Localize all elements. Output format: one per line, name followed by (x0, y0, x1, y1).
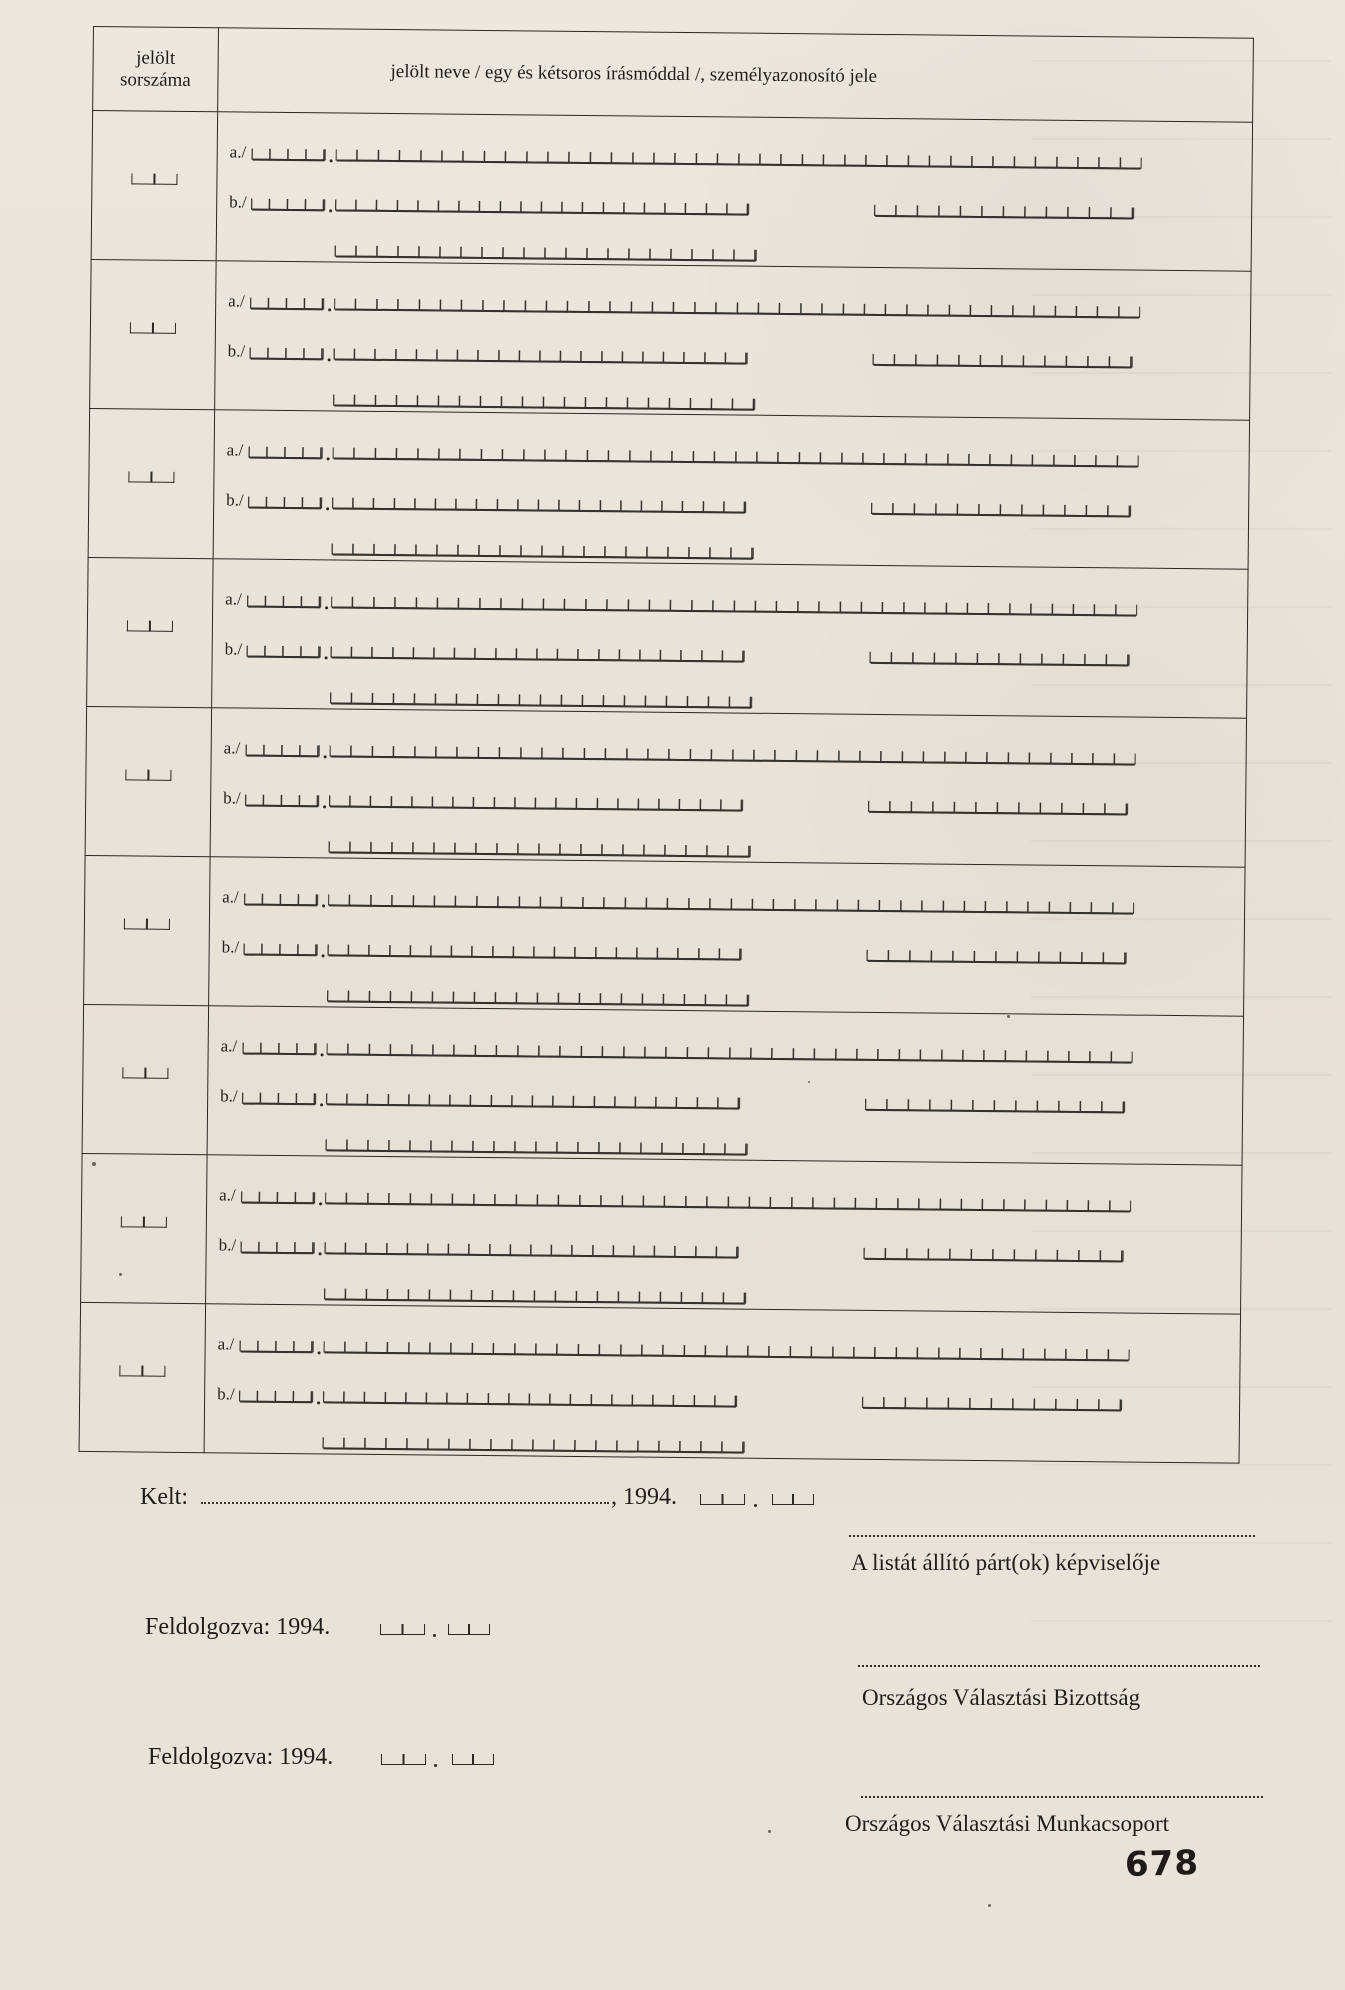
national-election-working-group-signature-line[interactable] (861, 1796, 1263, 1798)
feldolgozva-first-label: Feldolgozva: 1994. (145, 1614, 331, 1640)
party-representative-signature-line[interactable] (849, 1535, 1255, 1537)
line-a-label: a./ (217, 1334, 235, 1354)
line-b-label: b./ (223, 788, 241, 808)
line-a-label: a./ (225, 589, 242, 609)
paper-speck (768, 1830, 771, 1833)
line-a-label: a./ (219, 1185, 236, 1205)
kelt-year-text: , 1994. (611, 1484, 677, 1510)
national-election-committee-caption: Országos Választási Bizottság (862, 1685, 1141, 1710)
paper-speck (119, 1273, 122, 1276)
feldolgozva-first-day-boxes[interactable] (448, 1624, 490, 1635)
line-a-label: a./ (222, 887, 239, 907)
line-a-label: a./ (226, 440, 244, 460)
line-b-label: b./ (226, 490, 244, 510)
feldolgozva-second-month-boxes[interactable] (381, 1754, 426, 1765)
feldolgozva-first-separator-dot (433, 1634, 436, 1637)
line-b-label: b./ (229, 192, 247, 212)
name-column-header: jelölt neve / egy és kétsoros írásmóddal /, személyazonosító jele (218, 28, 1254, 122)
paper-speck (92, 1162, 96, 1166)
paper-speck (808, 1081, 810, 1083)
number-column-header-line-1: jelölt (136, 46, 176, 69)
line-b-label: b./ (217, 1384, 235, 1404)
number-column-header-line-2: sorszáma (119, 68, 191, 91)
kelt-label: Kelt: (140, 1484, 188, 1510)
feldolgozva-first-month-boxes[interactable] (380, 1624, 425, 1635)
line-b-label: b./ (220, 1086, 238, 1106)
feldolgozva-second-day-boxes[interactable] (452, 1754, 494, 1765)
party-representative-caption: A listát állító párt(ok) képviselője (851, 1550, 1161, 1575)
national-election-working-group-caption: Országos Választási Munkacsoport (845, 1811, 1170, 1836)
kelt-month-boxes[interactable] (700, 1494, 745, 1505)
feldolgozva-second-separator-dot (434, 1764, 437, 1767)
line-b-label: b./ (218, 1235, 237, 1255)
line-a-label: a./ (228, 291, 245, 311)
national-election-committee-signature-line[interactable] (858, 1665, 1260, 1667)
line-b-label: b./ (227, 341, 246, 361)
kelt-dotted-field[interactable] (201, 1502, 609, 1504)
line-a-label: a./ (220, 1036, 238, 1056)
paper-speck (988, 1904, 991, 1907)
line-a-label: a./ (229, 142, 247, 162)
line-a-label: a./ (223, 738, 241, 758)
kelt-date-separator-dot (754, 1504, 757, 1507)
line-b-label: b./ (221, 937, 240, 957)
handwritten-page-number: 678 (1124, 1843, 1200, 1885)
kelt-day-boxes[interactable] (772, 1494, 814, 1505)
feldolgozva-second-label: Feldolgozva: 1994. (148, 1744, 334, 1770)
line-b-label: b./ (224, 639, 243, 659)
paper-speck (1007, 1015, 1010, 1018)
